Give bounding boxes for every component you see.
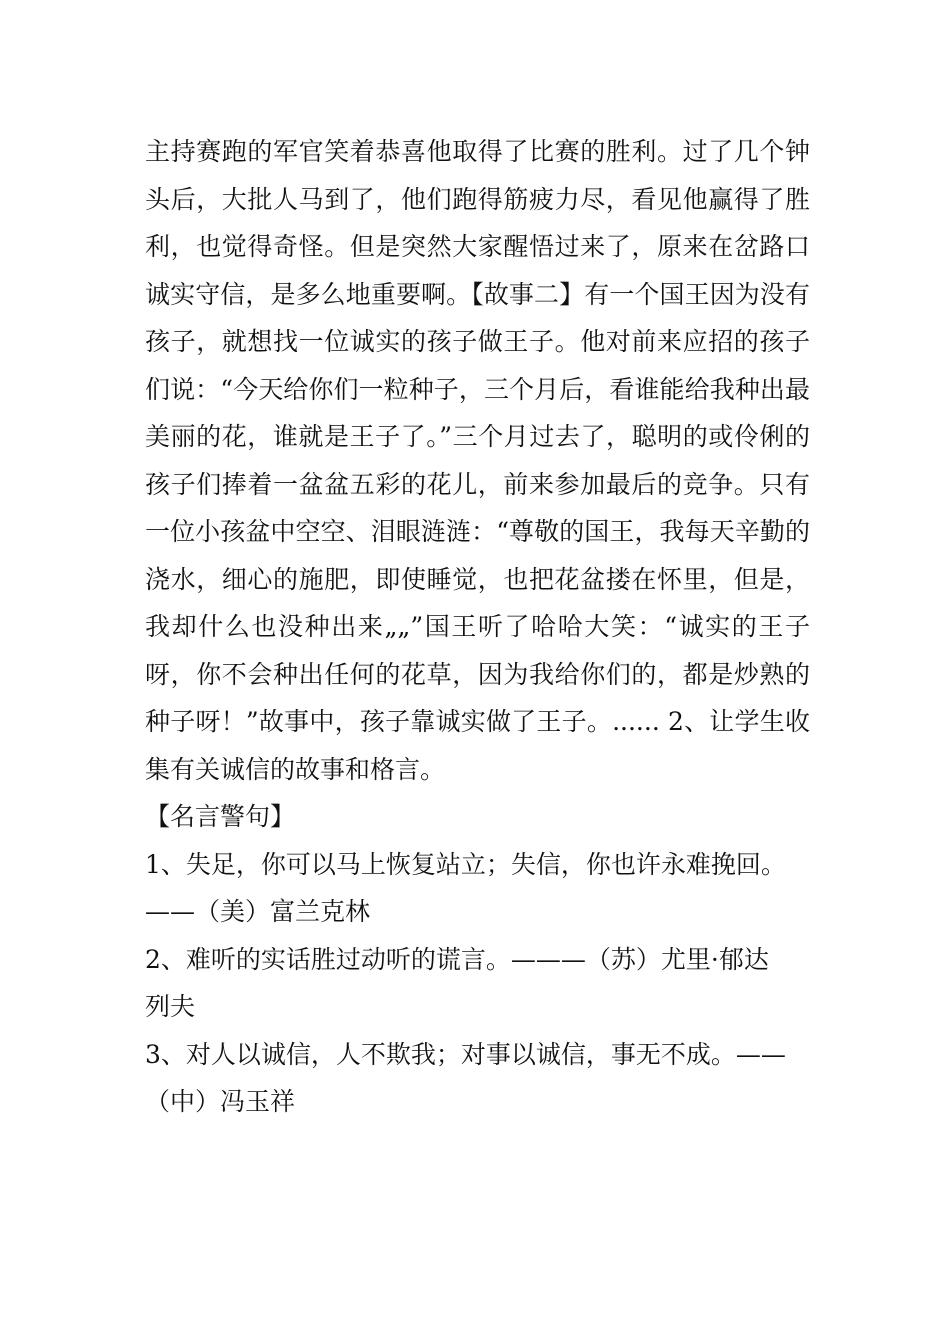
quote-item-3 <box>145 1031 810 1126</box>
quote-attribution: ——（美）富兰克林 <box>145 897 371 926</box>
story-paragraph: 主持赛跑的军官笑着恭喜他取得了比赛的胜利。过了几个钟头后，大批人马到了，他们跑得筋疲力尽，看见他赢得了胜利，也觉得奇怪。但是突然大家醒悟过来了，原来在岔路口诚实守信，是多么地重要啊。【故事二】有一个国王因为没有孩子，就想找一位诚实的孩子做王子。他对前来应招的孩子们说：“今天给你们一粒种子，三个月后，看谁能给我种出最美丽的花，谁就是王子了。”三个月过去了，聪明的或伶俐的孩子们捧着一盆盆五彩的花儿，前来参加最后的竞争。只有一位小孩盆中空空、泪眼涟涟：“尊敬的国王，我每天辛勤的浇水，细心的施肥，即使睡觉，也把花盆搂在怀里，但是，我却什么也没种出来„„”国王听了哈哈大笑：“诚实的王子呀，你不会种出任何的花草，因为我给你们的，都是炒熟的种子呀！”故事中，孩子靠诚实做了王子。...... 2、让学生收集有关诚信的故事和格言。 <box>145 137 810 784</box>
quote-attribution: 列夫 <box>145 992 196 1021</box>
quote-item-1 <box>145 841 810 936</box>
quote-attribution: （中）冯玉祥 <box>145 1087 296 1116</box>
quote-text: 1、失足，你可以马上恢复站立；失信，你也许永难挽回。 <box>145 849 786 879</box>
quote-text: 3、对人以诚信，人不欺我；对事以诚信，事无不成。—— <box>145 1039 786 1069</box>
quote-item-2 <box>145 936 810 1031</box>
quote-text: 2、难听的实话胜过动听的谎言。———（苏）尤里·郁达 <box>145 944 769 974</box>
document-body <box>145 128 810 1126</box>
quotes-heading: 【名言警句】 <box>145 802 296 831</box>
